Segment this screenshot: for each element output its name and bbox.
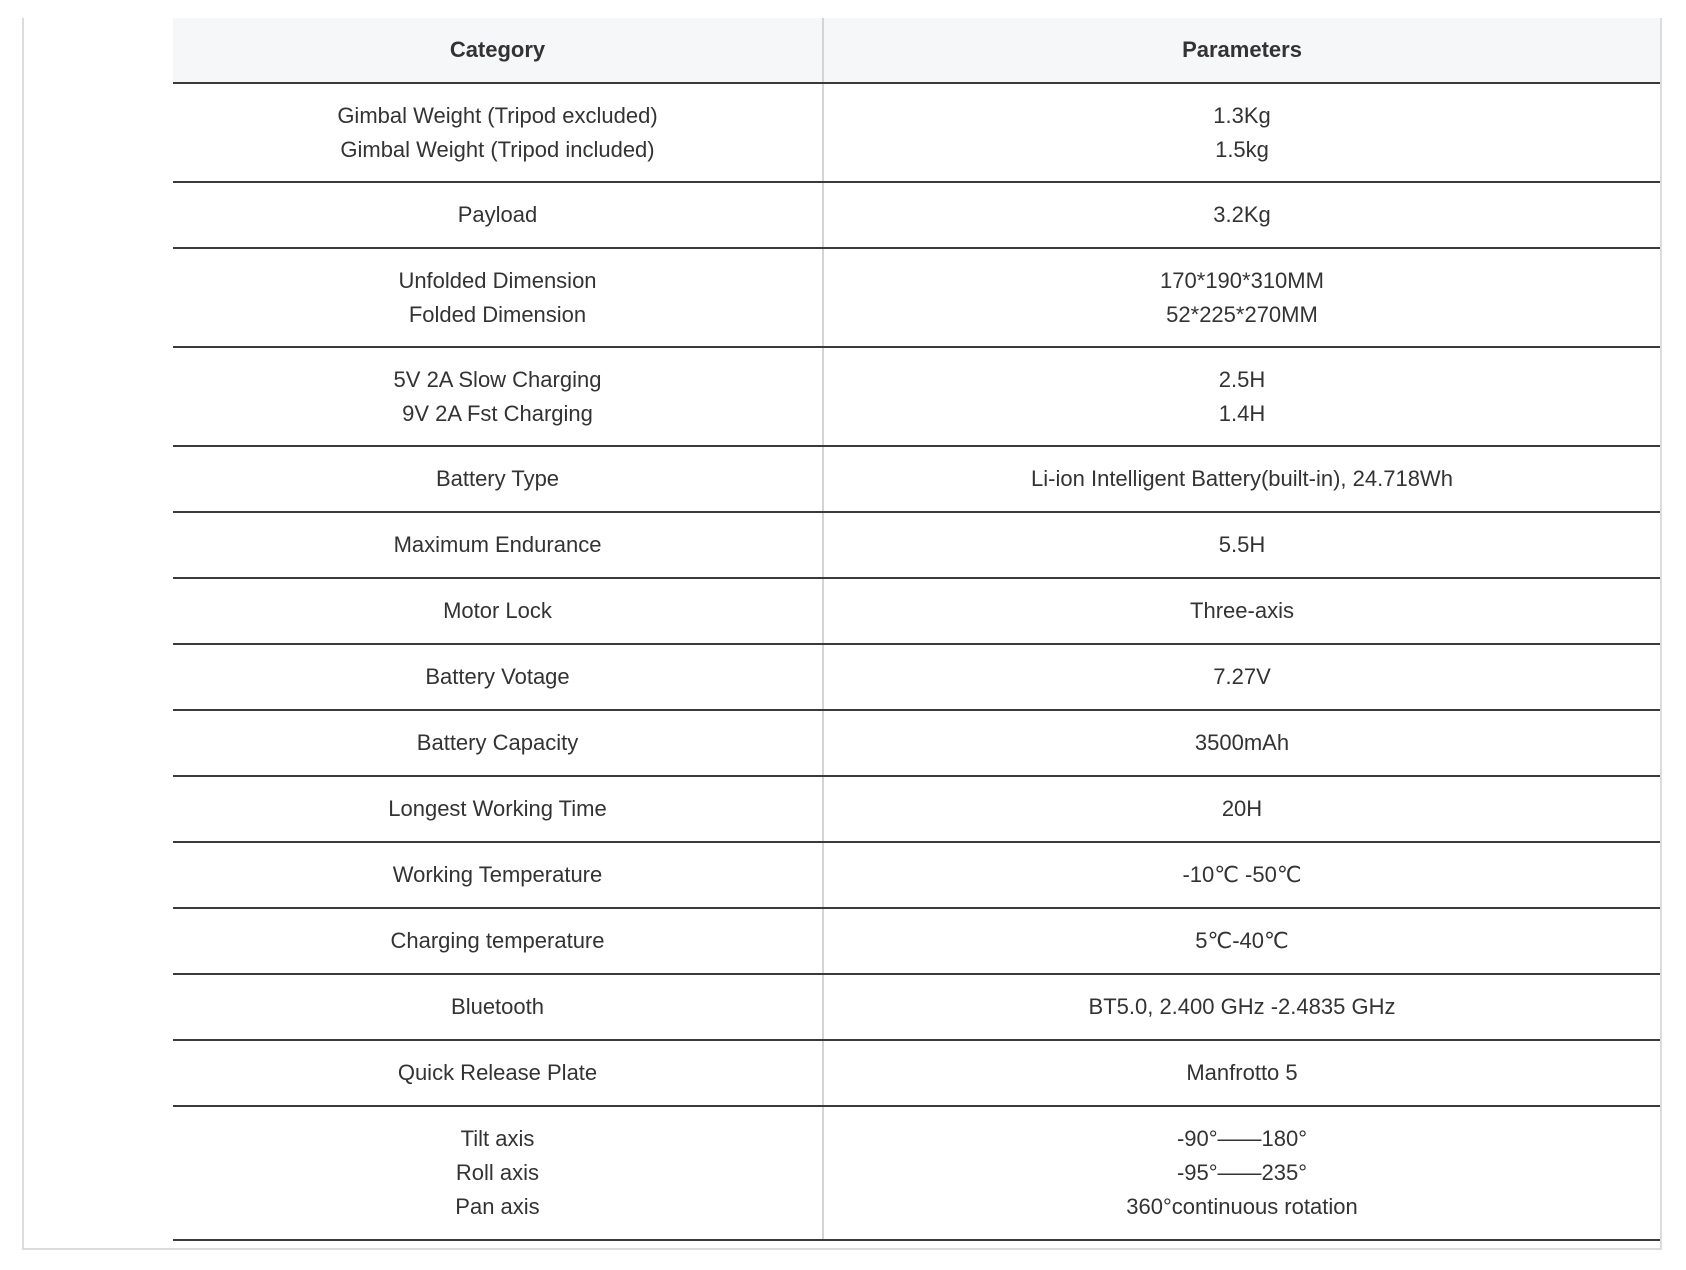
parameter-cell [823,974,1660,1040]
category-text: Gimbal Weight (Tripod excluded) [337,102,658,128]
parameter-text: Three-axis [1190,598,1294,623]
parameter-text: 2.5H [1218,366,1266,392]
category-text: 9V 2A Fst Charging [402,400,593,426]
spec-table-body [173,83,1660,1240]
parameter-text: 360°continuous rotation [1126,1194,1358,1219]
table-row [173,347,1660,446]
category-cell [173,248,823,347]
spec-table [173,18,1660,1241]
table-row [173,644,1660,710]
category-cell [173,83,823,182]
category-text: Roll axis [455,1160,540,1185]
table-row [173,908,1660,974]
category-cell [173,710,823,776]
category-cell [173,842,823,908]
category-text: Maximum Endurance [393,532,602,557]
table-row [173,1040,1660,1106]
category-text: Working Temperature [392,862,603,887]
column-header-category: Category [173,18,823,83]
table-row [173,182,1660,248]
table-row [173,248,1660,347]
parameter-cell [823,83,1660,182]
parameter-text: -95°——235° [1176,1160,1308,1185]
parameter-cell [823,512,1660,578]
category-text: Bluetooth [451,994,544,1019]
category-cell [173,347,823,446]
table-row [173,974,1660,1040]
category-text: Quick Release Plate [397,1060,598,1085]
table-row [173,512,1660,578]
parameter-cell [823,842,1660,908]
parameter-cell [823,908,1660,974]
category-cell [173,908,823,974]
table-row [173,1106,1660,1240]
category-cell [173,644,823,710]
parameter-cell [823,1106,1660,1240]
parameter-text: 20H [1221,796,1263,821]
parameter-text: 7.27V [1213,664,1271,689]
column-header-parameters: Parameters [823,18,1660,83]
parameter-text: -90°——180° [1176,1126,1308,1151]
category-cell [173,1106,823,1240]
parameter-text: 3500mAh [1194,730,1290,755]
category-cell [173,446,823,512]
parameter-cell [823,248,1660,347]
header-row [173,18,1660,83]
parameter-text: 52*225*270MM [1166,301,1318,327]
table-row [173,776,1660,842]
category-text: Gimbal Weight (Tripod included) [340,136,655,162]
category-text: Battery Type [435,466,560,491]
category-text: Unfolded Dimension [398,267,597,293]
parameter-cell [823,182,1660,248]
category-cell [173,578,823,644]
category-cell [173,1040,823,1106]
category-text: Pan axis [455,1194,540,1219]
category-text: Battery Capacity [416,730,579,755]
category-text: Motor Lock [443,598,552,623]
category-text: Longest Working Time [388,796,607,821]
parameter-text: 1.3Kg [1213,102,1271,128]
table-row [173,83,1660,182]
parameter-text: 1.5kg [1215,136,1269,162]
table-row [173,842,1660,908]
category-text: Charging temperature [390,928,605,953]
category-text: Payload [457,202,538,227]
category-cell [173,512,823,578]
category-text: Folded Dimension [408,301,587,327]
category-cell [173,182,823,248]
category-cell [173,776,823,842]
parameter-text: 3.2Kg [1213,202,1271,227]
parameter-cell [823,446,1660,512]
parameter-cell [823,1040,1660,1106]
parameter-cell [823,347,1660,446]
parameter-text: 5℃-40℃ [1195,928,1289,953]
category-text: Tilt axis [460,1126,535,1151]
table-row [173,578,1660,644]
parameter-text: BT5.0, 2.400 GHz -2.4835 GHz [1088,994,1396,1019]
parameter-cell [823,776,1660,842]
table-row [173,446,1660,512]
table-row [173,710,1660,776]
parameter-text: -10℃ -50℃ [1182,862,1302,887]
parameter-cell [823,644,1660,710]
category-cell [173,974,823,1040]
parameter-cell [823,578,1660,644]
parameter-text: 170*190*310MM [1160,267,1324,293]
category-text: 5V 2A Slow Charging [393,366,602,392]
parameter-cell [823,710,1660,776]
parameter-text: Li-ion Intelligent Battery(built-in), 24.718Wh [1031,466,1453,491]
parameter-text: Manfrotto 5 [1186,1060,1298,1085]
category-text: Battery Votage [425,664,570,689]
parameter-text: 1.4H [1218,400,1266,426]
parameter-text: 5.5H [1218,532,1266,557]
spec-table-header [173,18,1660,83]
